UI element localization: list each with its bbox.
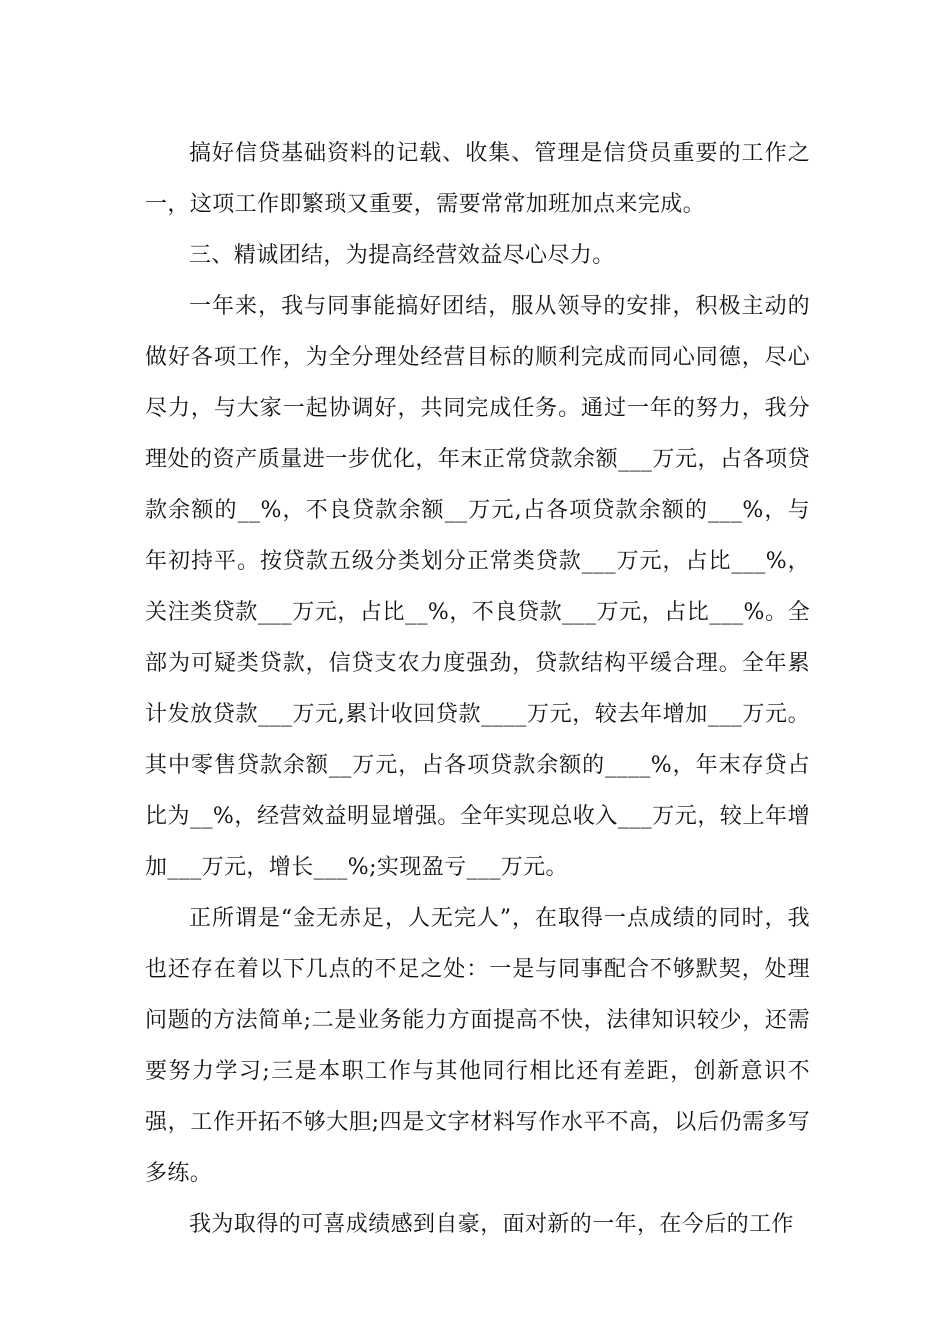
paragraph-performance: 一年来，我与同事能搞好团结，服从领导的安排，积极主动的做好各项工作，为全分理处经营目标的顺利完成而同心同德，尽心尽力，与大家一起协调好，共同完成任务。通过一年的努力，我分理处的资产质量进一步优化，年末正常贷款余额___万元，占各项贷款余额的__%，不良贷款余额__万元,占各项贷款余额的___%，与年初持平。按贷款五级分类划分正常类贷款___万元，占比___%，关注类贷款___万元，占比__%，不良贷款___万元，占比___%。全部为可疑类贷款，信贷支农力度强劲，贷款结构平缓合理。全年累计发放贷款___万元,累计收回贷款____万元，较去年增加___万元。其中零售贷款余额__万元，占各项贷款余额的____%，年末存贷占比为__%，经营效益明显增强。全年实现总收入___万元，较上年增加___万元，增长___%;实现盈亏___万元。 xyxy=(145,294,810,880)
paragraph-continuation: 搞好信贷基础资料的记载、收集、管理是信贷员重要的工作之一，这项工作即繁琐又重要，需要常常加班加点来完成。 xyxy=(145,141,810,217)
paragraph-shortcomings: 正所谓是“金无赤足，人无完人”，在取得一点成绩的同时，我也还存在着以下几点的不足之处：一是与同事配合不够默契，处理问题的方法简单;二是业务能力方面提高不快，法律知识较少，还需要努力学习;三是本职工作与其他同行相比还有差距，创新意识不强，工作开拓不够大胆;四是文字材料写作水平不高，以后仍需多写多练。 xyxy=(145,906,810,1186)
document-body xyxy=(145,128,810,1250)
paragraph-outlook: 我为取得的可喜成绩感到自豪，面对新的一年，在今后的工作 xyxy=(189,1212,794,1237)
section-heading: 三、精诚团结，为提高经营效益尽心尽力。 xyxy=(189,243,615,268)
